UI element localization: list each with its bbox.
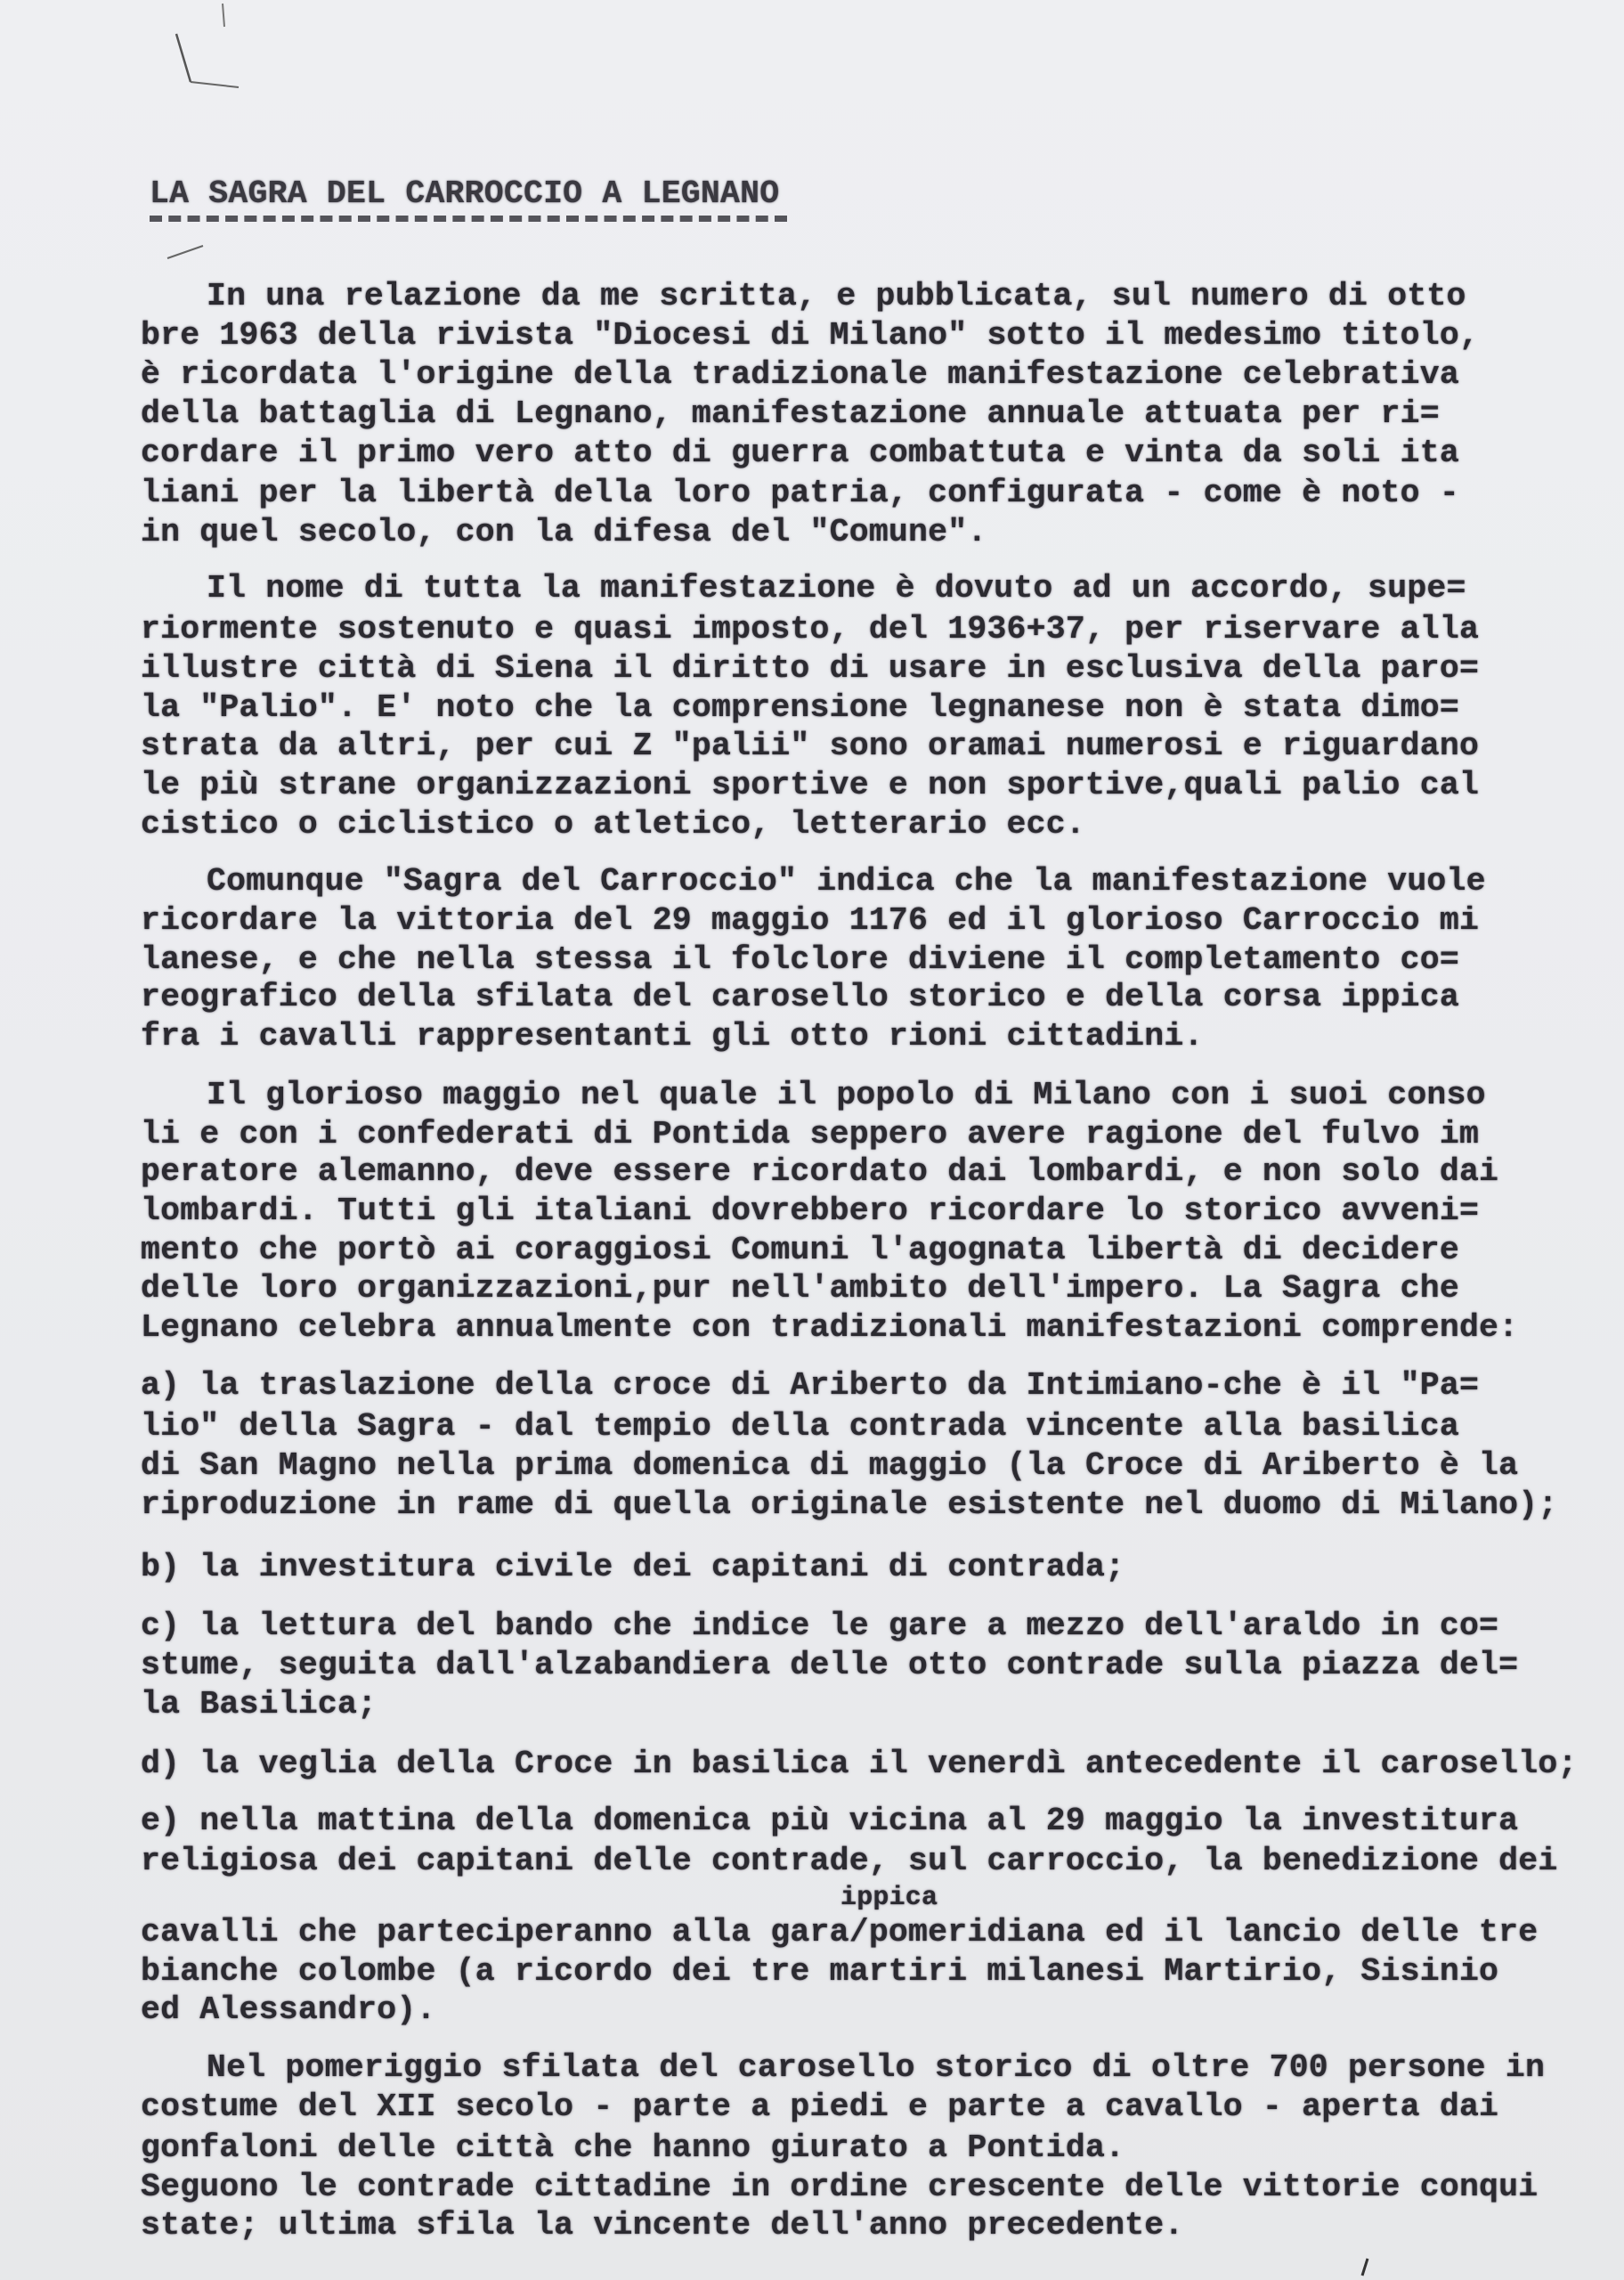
text-line: mento che portò ai coraggiosi Comuni l'agognata libertà di decidere <box>141 1232 1459 1268</box>
text-line: la Basilica; <box>141 1686 378 1722</box>
text-line: bianche colombe (a ricordo dei tre martiri milanesi Martirio, Sisinio <box>141 1953 1499 1990</box>
text-line: religiosa dei capitani delle contrade, sul carroccio, la benedizione dei <box>141 1843 1558 1879</box>
text-line: strata da altri, per cui Z "palii" sono oramai numerosi e riguardano <box>141 728 1480 764</box>
text-line: illustre città di Siena il diritto di usare in esclusiva della paro= <box>141 650 1480 687</box>
text-line: e) nella mattina della domenica più vicina al 29 maggio la investitura <box>141 1803 1519 1839</box>
pencil-stroke <box>167 246 203 258</box>
text-line: gonfaloni delle città che hanno giurato a Pontida. <box>141 2129 1125 2166</box>
pencil-stroke <box>176 34 191 82</box>
text-line: ricordare la vittoria del 29 maggio 1176 ed il glorioso Carroccio mi <box>141 902 1480 939</box>
text-line: Comunque "Sagra del Carroccio" indica che la manifestazione vuole <box>207 863 1486 900</box>
text-line: peratore alemanno, deve essere ricordato dai lombardi, e non solo dai <box>141 1153 1499 1190</box>
text-line: riormente sostenuto e quasi imposto, del 1936+37, per riservare alla <box>141 611 1480 647</box>
text-line: ed Alessandro). <box>141 1991 436 2028</box>
text-line: state; ultima sfila la vincente dell'anno precedente. <box>141 2207 1184 2243</box>
title-underline <box>150 216 787 222</box>
text-line: Legnano celebra annualmente con tradizionali manifestazioni comprende: <box>141 1309 1519 1346</box>
text-line: Nel pomeriggio sfilata del carosello storico di oltre 700 persone in <box>207 2049 1546 2086</box>
document-title: LA SAGRA DEL CARROCCIO A LEGNANO <box>150 175 780 212</box>
text-line: Il nome di tutta la manifestazione è dovuto ad un accordo, supe= <box>207 570 1466 607</box>
text-line: in quel secolo, con la difesa del "Comune". <box>141 514 987 550</box>
text-line: In una relazione da me scritta, e pubblicata, sul numero di otto <box>207 278 1466 314</box>
text-line: lanese, e che nella stessa il folclore diviene il completamento co= <box>141 941 1459 978</box>
text-line: di San Magno nella prima domenica di maggio (la Croce di Ariberto è la <box>141 1447 1519 1484</box>
text-line: delle loro organizzazioni,pur nell'ambito dell'impero. La Sagra che <box>141 1270 1459 1307</box>
text-line: lombardi. Tutti gli italiani dovrebbero ricordare lo storico avveni= <box>141 1193 1480 1229</box>
text-line: è ricordata l'origine della tradizionale manifestazione celebrativa <box>141 356 1459 393</box>
text-line: b) la investitura civile dei capitani di contrada; <box>141 1549 1125 1585</box>
text-line: cordare il primo vero atto di guerra combattuta e vinta da soli ita <box>141 435 1459 471</box>
text-line: d) la veglia della Croce in basilica il venerdì antecedente il carosello; <box>141 1746 1578 1782</box>
text-line: la "Palio". E' noto che la comprensione legnanese non è stata dimo= <box>141 689 1459 726</box>
pencil-stroke <box>191 82 239 87</box>
text-line: cavalli che parteciperanno alla gara/pomeridiana ed il lancio delle tre <box>141 1914 1539 1950</box>
handwritten-insertion: ippica <box>840 1883 938 1913</box>
text-line: le più strane organizzazioni sportive e non sportive,quali palio cal <box>141 767 1480 803</box>
text-line: a) la traslazione della croce di Ariberto da Intimiano-che è il "Pa= <box>141 1367 1480 1404</box>
text-line: reografico della sfilata del carosello storico e della corsa ippica <box>141 979 1459 1015</box>
text-line: Seguono le contrade cittadine in ordine crescente delle vittorie conqui <box>141 2169 1539 2205</box>
text-line: stume, seguita dall'alzabandiera delle otto contrade sulla piazza del= <box>141 1647 1519 1683</box>
text-line: fra i cavalli rappresentanti gli otto rioni cittadini. <box>141 1018 1204 1054</box>
text-line: c) la lettura del bando che indice le gare a mezzo dell'araldo in co= <box>141 1608 1499 1644</box>
text-line: liani per la libertà della loro patria, configurata - come è noto - <box>141 475 1459 511</box>
pencil-stroke <box>1362 2259 1368 2276</box>
text-line: Il glorioso maggio nel quale il popolo di Milano con i suoi conso <box>207 1077 1486 1113</box>
text-line: riproduzione in rame di quella originale esistente nel duomo di Milano); <box>141 1486 1558 1523</box>
text-line: bre 1963 della rivista "Diocesi di Milano" sotto il medesimo titolo, <box>141 317 1480 354</box>
text-line: della battaglia di Legnano, manifestazione annuale attuata per ri= <box>141 395 1440 432</box>
text-line: li e con i confederati di Pontida seppero avere ragione del fulvo im <box>141 1116 1480 1152</box>
pencil-stroke <box>223 4 224 27</box>
text-line: costume del XII secolo - parte a piedi e parte a cavallo - aperta dai <box>141 2089 1499 2125</box>
text-line: cistico o ciclistico o atletico, letterario ecc. <box>141 806 1085 843</box>
text-line: lio" della Sagra - dal tempio della contrada vincente alla basilica <box>141 1408 1459 1445</box>
